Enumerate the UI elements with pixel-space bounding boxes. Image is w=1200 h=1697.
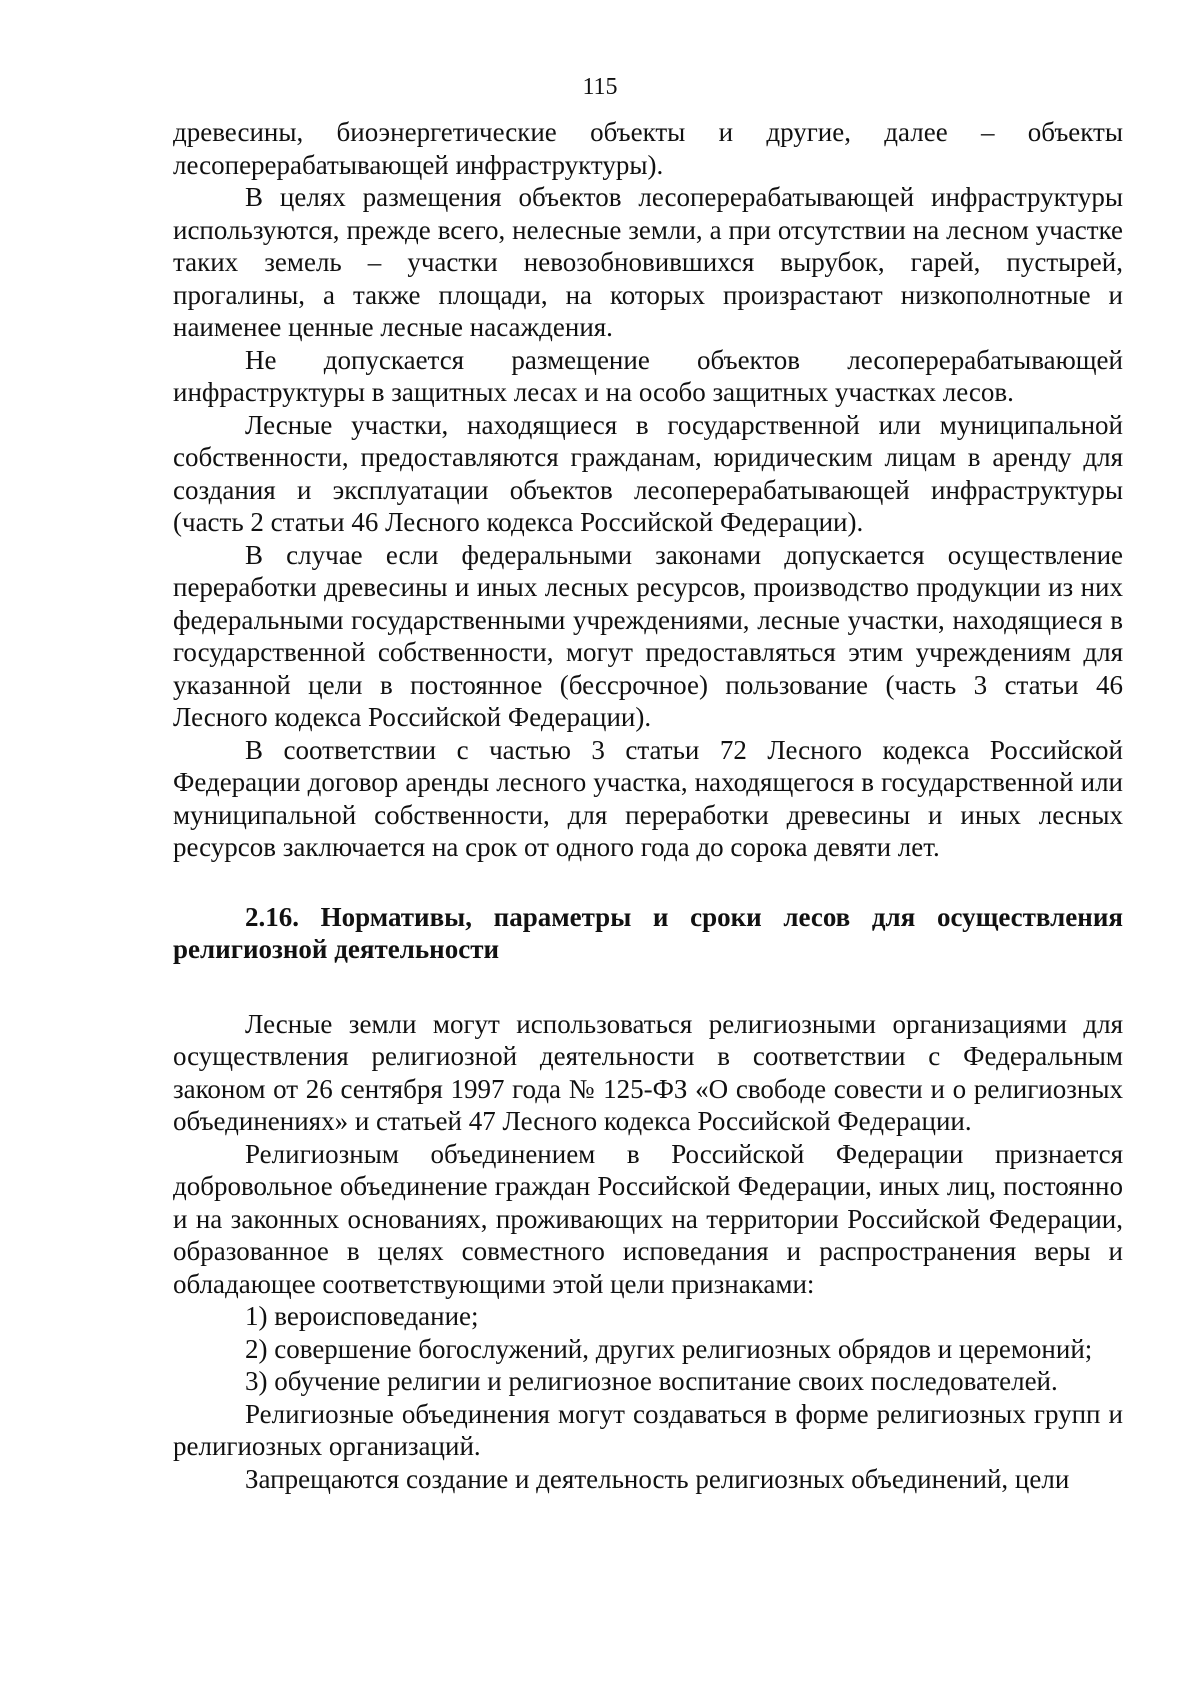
- page-body: [173, 116, 1123, 1495]
- paragraph: Религиозным объединением в Российской Федерации признается добровольное объединение граждан Российской Федерации, иных лиц, постоянно и на законных основаниях, проживающих на территории Российской Федерации, образованное в целях совместного исповедания и распространения веры и обладающее соответствующими этой цели признаками:: [173, 1138, 1123, 1299]
- paragraph: В соответствии с частью 3 статьи 72 Лесного кодекса Российской Федерации договор аренды лесного участка, находящегося в государственной или муниципальной собственности, для переработки древесины и иных лесных ресурсов заключается на срок от одного года до сорока девяти лет.: [173, 734, 1123, 862]
- page-number: 115: [582, 74, 618, 100]
- paragraph: Лесные земли могут использоваться религиозными организациями для осуществления религиозной деятельности в соответствии с Федеральным законом от 26 сентября 1997 года № 125-ФЗ «О свободе совести и о религиозных объединениях» и статьей 47 Лесного кодекса Российской Федерации.: [173, 1008, 1123, 1136]
- list-item: 1) вероисповедание;: [245, 1301, 479, 1331]
- spacer: [173, 864, 1123, 901]
- paragraph: В случае если федеральными законами допускается осуществление переработки древесины и иных лесных ресурсов, производство продукции из них федеральными государственными учреждениями, лесные участки, находящиеся в государственной собственности, могут предоставляться этим учреждениям для указанной цели в постоянное (бессрочное) пользование (часть 3 статьи 46 Лесного кодекса Российской Федерации).: [173, 539, 1123, 732]
- paragraph: Запрещаются создание и деятельность религиозных объединений, цели: [245, 1463, 1070, 1494]
- paragraph: Религиозные объединения могут создаваться в форме религиозных групп и религиозных организаций.: [173, 1398, 1123, 1461]
- section-heading: 2.16. Нормативы, параметры и сроки лесов для осуществления религиозной деятельности: [173, 901, 1123, 964]
- paragraph: Не допускается размещение объектов лесоперерабатывающей инфраструктуры в защитных лесах и на особо защитных участках лесов.: [173, 344, 1123, 407]
- list-item: 2) совершение богослужений, других религиозных обрядов и церемоний;: [245, 1333, 1093, 1364]
- list-item: 3) обучение религии и религиозное воспитание своих последователей.: [245, 1366, 1058, 1396]
- paragraph: В целях размещения объектов лесоперерабатывающей инфраструктуры используются, прежде всего, нелесные земли, а при отсутствии на лесном участке таких земель – участки невозобновившихся вырубок, гарей, пустырей, прогалины, а также площади, на которых произрастают низкополнотные и наименее ценные лесные насаждения.: [173, 182, 1123, 342]
- paragraph: древесины, биоэнергетические объекты и другие, далее – объекты лесоперерабатывающей инфраструктуры).: [173, 117, 1123, 180]
- spacer: [173, 966, 1123, 1008]
- paragraph: Лесные участки, находящиеся в государственной или муниципальной собственности, предоставляются гражданам, юридическим лицам в аренду для создания и эксплуатации объектов лесоперерабатывающей инфраструктуры (часть 2 статьи 46 Лесного кодекса Российской Федерации).: [173, 409, 1123, 537]
